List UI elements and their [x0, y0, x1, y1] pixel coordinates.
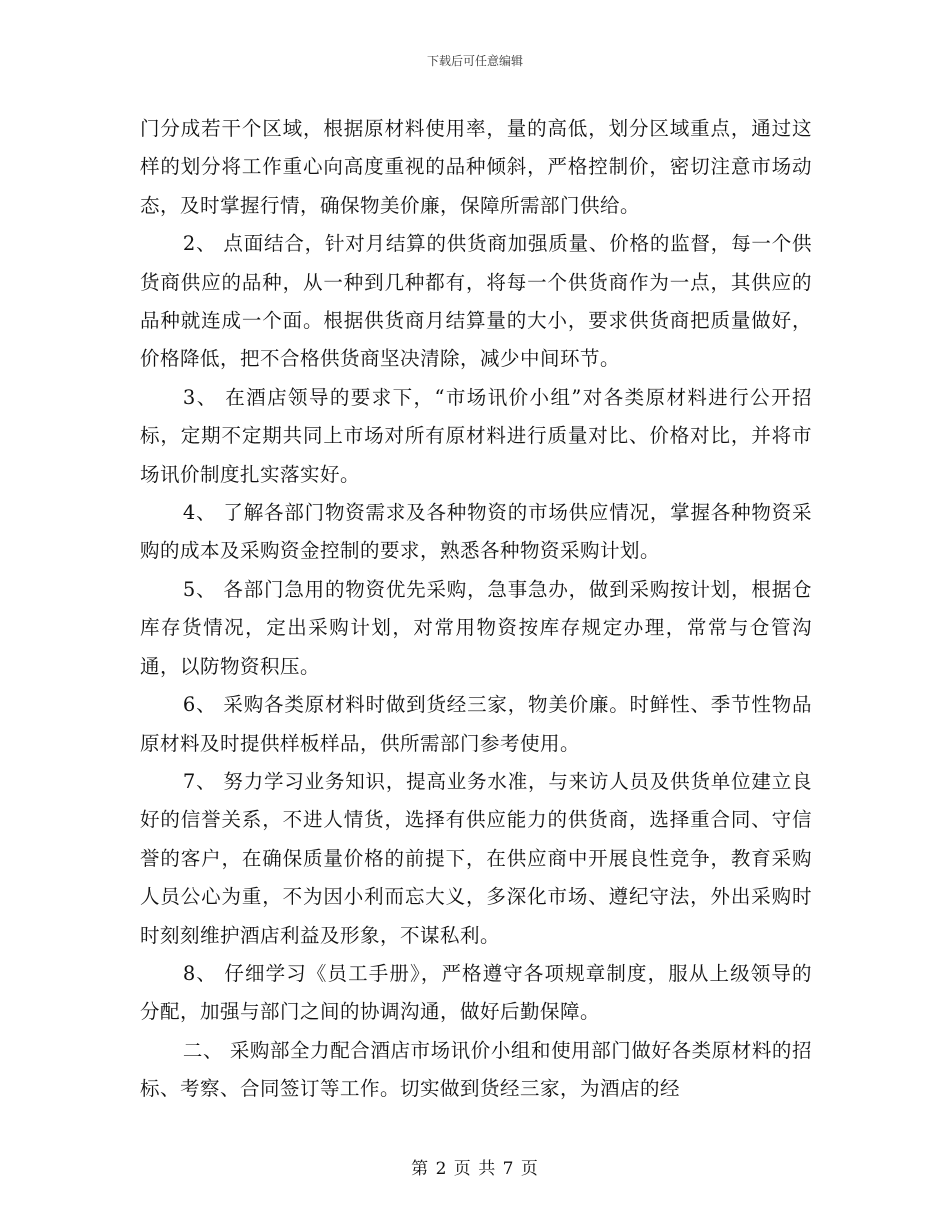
page-footer: 第 2 页 共 7 页	[411, 1159, 539, 1179]
paragraph-item-4: 4、 了解各部门物资需求及各种物资的市场供应情况，掌握各种物资采购的成本及采购资金控制的要求，熟悉各种物资采购计划。	[140, 501, 812, 563]
paragraph-section-2: 二、 采购部全力配合酒店市场讯价小组和使用部门做好各类原材料的招标、考察、合同签订等工作。切实做到货经三家，为酒店的经	[140, 1038, 812, 1101]
paragraph-item-5: 5、 各部门急用的物资优先采购，急事急办，做到采购按计划，根据仓库存货情况，定出采购计划，对常用物资按库存规定办理，常常与仓管沟通，以防物资积压。	[140, 577, 812, 678]
document-body	[140, 110, 812, 1109]
page-header: 下载后可任意编辑	[426, 54, 523, 68]
paragraph-item-7: 7、 努力学习业务知识，提高业务水准，与来访人员及供货单位建立良好的信誉关系，不进人情货，选择有供应能力的供货商，选择重合同、守信誉的客户，在确保质量价格的前提下，在供应商中开展良性竞争，教育采购人员公心为重，不为因小利而忘大义，多深化市场、遵纪守法，外出采购时时刻刻维护酒店利益及形象，不谋私利。	[140, 769, 812, 947]
paragraph-item-6: 6、 采购各类原材料时做到货经三家，物美价廉。时鲜性、季节性物品原材料及时提供样板样品，供所需部门参考使用。	[140, 693, 812, 755]
paragraph-item-2: 2、 点面结合，针对月结算的供货商加强质量、价格的监督，每一个供货商供应的品种，从一种到几种都有，将每一个供货商作为一点，其供应的品种就连成一个面。根据供货商月结算量的大小，要求供货商把质量做好，价格降低，把不合格供货商坚决清除，减少中间环节。	[140, 232, 812, 371]
paragraph-item-8: 8、 仔细学习《员工手册》，严格遵守各项规章制度，服从上级领导的分配，加强与部门之间的协调沟通，做好后勤保障。	[140, 961, 812, 1024]
paragraph-item-3: 3、 在酒店领导的要求下，“市场讯价小组”对各类原材料进行公开招标，定期不定期共同上市场对所有原材料进行质量对比、价格对比，并将市场讯价制度扎实落实好。	[140, 385, 812, 486]
paragraph-continuation: 门分成若干个区域，根据原材料使用率，量的高低，划分区域重点，通过这样的划分将工作重心向高度重视的品种倾斜，严格控制价，密切注意市场动态，及时掌握行情，确保物美价廉，保障所需部门供给。	[140, 117, 812, 217]
